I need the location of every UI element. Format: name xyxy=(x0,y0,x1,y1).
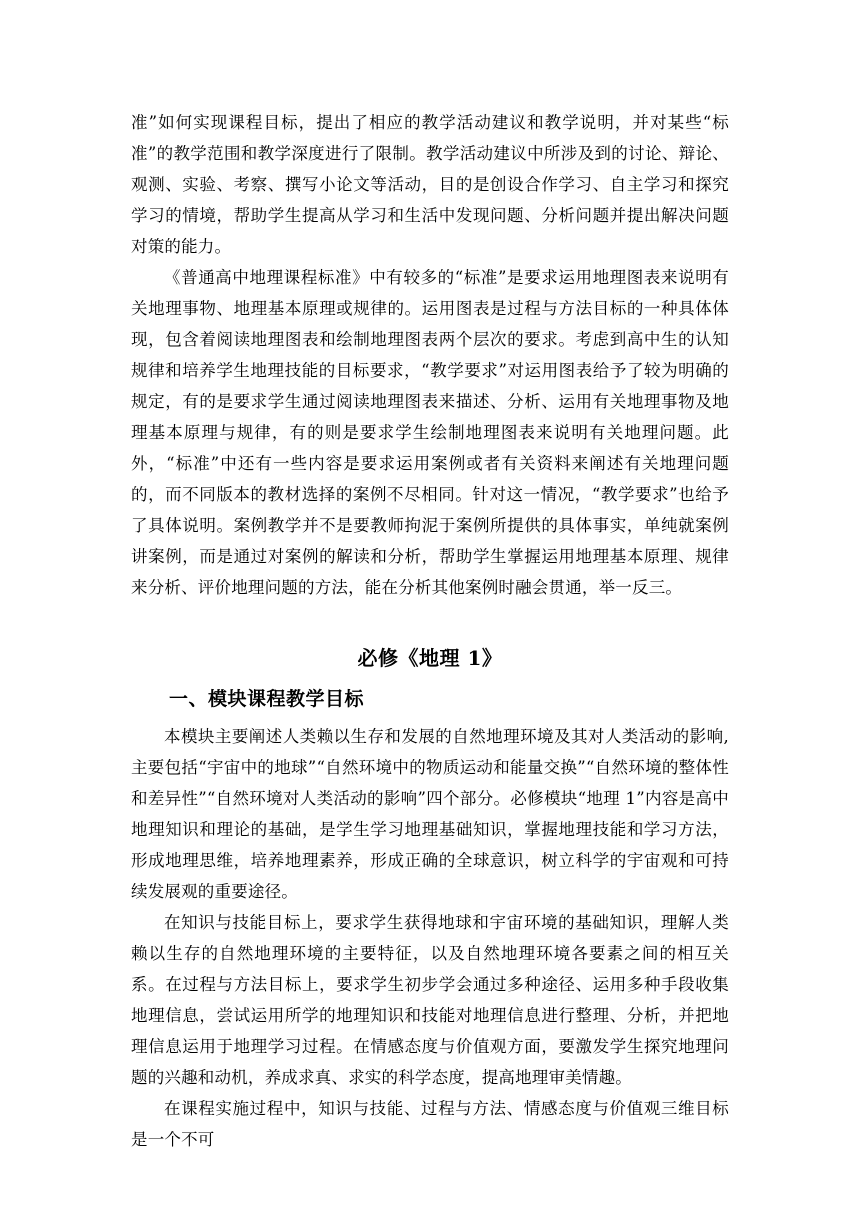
body-paragraph-truncated: 在课程实施过程中，知识与技能、过程与方法、情感态度与价值观三维目标是一个不可 xyxy=(131,1099,729,1149)
body-paragraph: 在知识与技能目标上，要求学生获得地球和宇宙环境的基础知识，理解人类赖以生存的自然地理环境的主要特征，以及自然地理环境各要素之间的相互关系。在过程与方法目标上，要求学生初步学会通过多种途径、运用多种手段收集地理信息，尝试运用所学的地理知识和技能对地理信息进行整理、分析，并把地理信息运用于地理学习过程。在情感态度与价值观方面，要激发学生探究地理问题的兴趣和动机，养成求真、求实的科学态度，提高地理审美情趣。 xyxy=(131,913,729,1087)
section-heading: 一、模块课程教学目标 xyxy=(169,688,365,710)
body-paragraph: 本模块主要阐述人类赖以生存和发展的自然地理环境及其对人类活动的影响,主要包括“宇宙中的地球”“自然环境中的物质运动和能量交换”“自然环境的整体性和差异性”“自然环境对人类活动的影响”四个部分。必修模块“地理 1”内容是高中地理知识和理论的基础，是学生学习地理基础知识，掌握地理技能和学习方法，形成地理思维，培养地理素养，形成正确的全球意识，树立科学的宇宙观和可持续发展观的重要途径。 xyxy=(131,727,729,901)
page-content xyxy=(131,107,729,1155)
body-paragraph-continued: 准”如何实现课程目标，提出了相应的教学活动建议和教学说明，并对某些“标准”的教学范围和教学深度进行了限制。教学活动建议中所涉及到的讨论、辩论、观测、实验、考察、撰写小论文等活动，目的是创设合作学习、自主学习和探究学习的情境，帮助学生提高从学习和生活中发现问题、分析问题并提出解决问题对策的能力。 xyxy=(131,113,729,256)
body-paragraph: 《普通高中地理课程标准》中有较多的“标准”是要求运用地理图表来说明有关地理事物、地理基本原理或规律的。运用图表是过程与方法目标的一种具体体现，包含着阅读地理图表和绘制地理图表两个层次的要求。考虑到高中生的认知规律和培养学生地理技能的目标要求，“教学要求”对运用图表给予了较为明确的规定，有的是要求学生通过阅读地理图表来描述、分析、运用有关地理事物及地理基本原理与规律，有的则是要求学生绘制地理图表来说明有关地理问题。此外，“标准”中还有一些内容是要求运用案例或者有关资料来阐述有关地理问题的，而不同版本的教材选择的案例不尽相同。针对这一情况，“教学要求”也给予了具体说明。案例教学并不是要教师拘泥于案例所提供的具体事实，单纯就案例讲案例，而是通过对案例的解读和分析，帮助学生掌握运用地理基本原理、规律来分析、评价地理问题的方法，能在分析其他案例时融会贯通，举一反三。 xyxy=(131,268,729,597)
module-title: 必修《地理 1》 xyxy=(357,646,503,670)
